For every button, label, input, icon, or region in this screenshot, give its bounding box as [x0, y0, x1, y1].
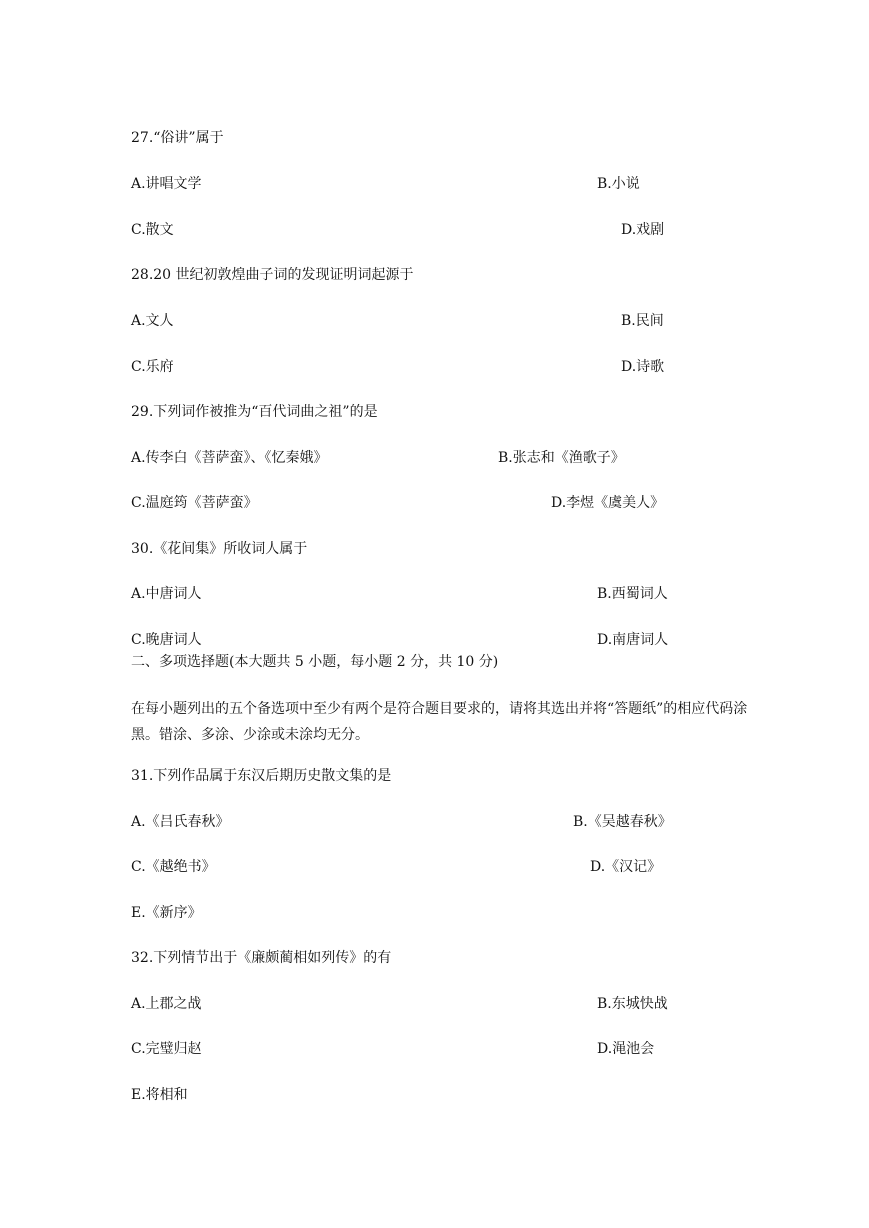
section-2-heading: 二、多项选择题(本大题共 5 小题，每小题 2 分，共 10 分) — [131, 654, 499, 670]
question-27-option-a: A.讲唱文学 — [131, 176, 202, 192]
question-31-option-c: C.《越绝书》 — [131, 859, 216, 875]
question-32-option-c: C.完璧归赵 — [131, 1041, 202, 1057]
question-32-option-e: E.将相和 — [131, 1087, 188, 1103]
question-28-stem: 28.20 世纪初敦煌曲子词的发现证明词起源于 — [131, 267, 414, 283]
question-28-option-a: A.文人 — [131, 313, 174, 329]
question-30-option-b: B.西蜀词人 — [597, 586, 668, 602]
question-29-option-a: A.传李白《菩萨蛮》、《忆秦娥》 — [131, 450, 328, 466]
question-29-option-b: B.张志和《渔歌子》 — [498, 450, 625, 466]
question-31-stem: 31.下列作品属于东汉后期历史散文集的是 — [131, 768, 392, 784]
question-28-option-c: C.乐府 — [131, 359, 174, 375]
question-27-option-b: B.小说 — [597, 176, 640, 192]
question-29-option-c: C.温庭筠《菩萨蛮》 — [131, 495, 258, 511]
question-32-option-b: B.东城快战 — [597, 996, 668, 1012]
question-29-stem: 29.下列词作被推为“百代词曲之祖”的是 — [131, 404, 378, 420]
question-31-option-d: D.《汉记》 — [590, 859, 662, 875]
question-30-option-a: A.中唐词人 — [131, 586, 202, 602]
question-32-stem: 32.下列情节出于《廉颇蔺相如列传》的有 — [131, 950, 392, 966]
question-32-option-a: A.上郡之战 — [131, 996, 202, 1012]
question-29-option-d: D.李煜《虞美人》 — [551, 495, 665, 511]
question-30-option-d: D.南唐词人 — [597, 632, 669, 648]
question-27-option-c: C.散文 — [131, 222, 174, 238]
question-30-option-c: C.晚唐词人 — [131, 632, 202, 648]
section-2-instructions: 在每小题列出的五个备选项中至少有两个是符合题目要求的，请将其选出并将“答题纸”的相应代码涂黑。错涂、多涂、少涂或未涂均无分。 — [131, 701, 748, 743]
question-30-stem: 30.《花间集》所收词人属于 — [131, 541, 308, 557]
question-31-option-a: A.《吕氏春秋》 — [131, 814, 230, 830]
question-27-stem: 27.“俗讲”属于 — [131, 130, 224, 146]
question-31-option-e: E.《新序》 — [131, 905, 202, 921]
question-32-option-d: D.渑池会 — [597, 1041, 655, 1057]
question-28-option-d: D.诗歌 — [621, 359, 665, 375]
question-28-option-b: B.民间 — [621, 313, 664, 329]
question-27-option-d: D.戏剧 — [621, 222, 665, 238]
question-31-option-b: B.《吴越春秋》 — [573, 814, 672, 830]
